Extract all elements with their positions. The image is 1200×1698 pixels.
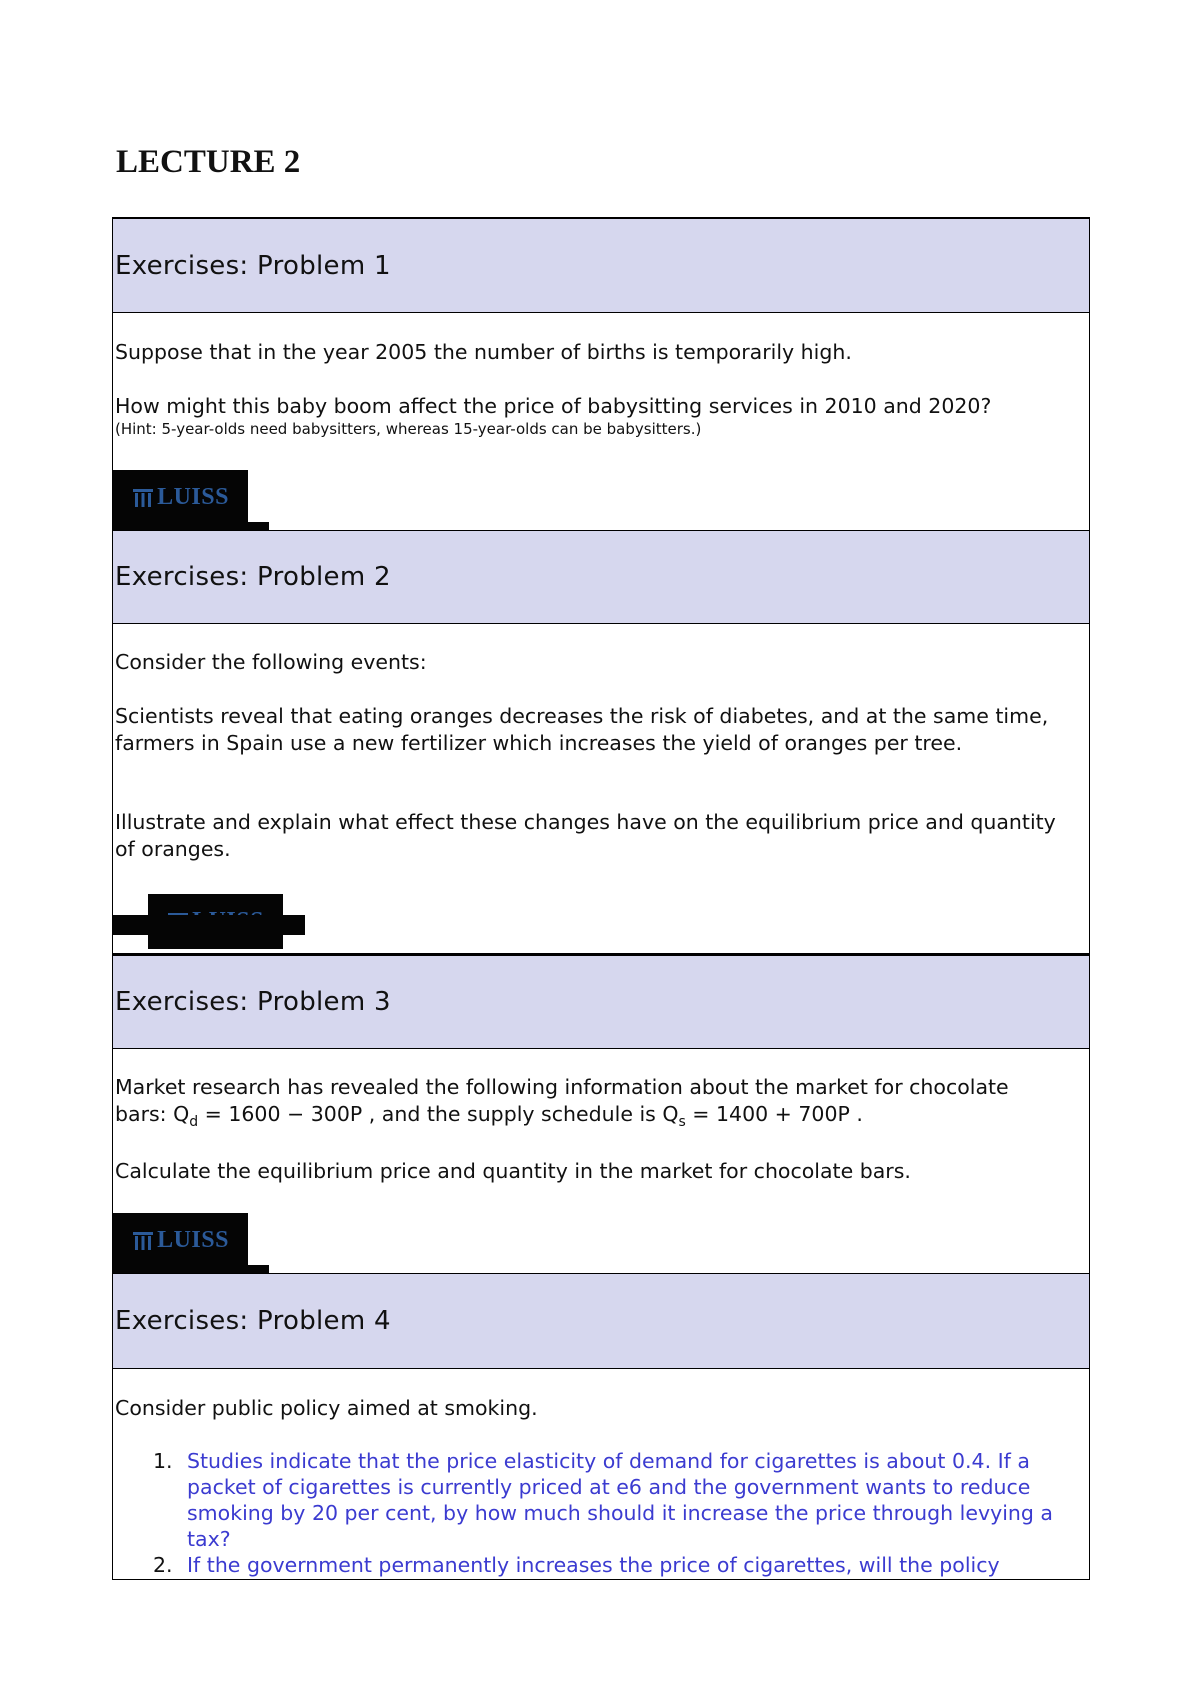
- luiss-logo: [113, 894, 305, 954]
- problem-3-heading: Exercises: Problem 3: [115, 987, 391, 1017]
- list-item-text: If the government permanently increases the price of cigarettes, will the policy: [187, 1553, 1000, 1577]
- problem-4-heading: Exercises: Problem 4: [115, 1306, 391, 1336]
- lecture-title: LECTURE 2: [116, 144, 301, 180]
- logo-text: LUISS: [157, 1227, 229, 1253]
- subscript-s: s: [678, 1113, 686, 1130]
- problem-1-paragraph-2: How might this baby boom affect the price of babysitting services in 2010 and 2020?: [115, 394, 992, 418]
- luiss-column-icon: [132, 488, 154, 508]
- subscript-d: d: [189, 1113, 199, 1130]
- list-item-number: 1.: [153, 1449, 173, 1473]
- problem-1-heading: Exercises: Problem 1: [115, 250, 391, 281]
- list-item-number: 2.: [153, 1553, 173, 1577]
- list-item: [113, 1552, 1089, 1578]
- problem-2-paragraph-1: Consider the following events:: [115, 650, 427, 674]
- logo-text: LUISS: [157, 484, 229, 510]
- demand-equation: = 1600 − 300P , and the supply schedule is Q: [198, 1101, 679, 1126]
- problem-4-intro: Consider public policy aimed at smoking.: [115, 1396, 538, 1420]
- problem-1-paragraph-1: Suppose that in the year 2005 the number of births is temporarily high.: [115, 340, 852, 364]
- problem-3-paragraph-1: Market research has revealed the following information about the market for chocolate bars: $Q_d = 1600 - 300P$ , and the supply schedule is $Q_s = 1400 + 700P$ .: [115, 1075, 1009, 1130]
- slides-frame: [112, 217, 1090, 1580]
- list-item-text: Studies indicate that the price elasticity of demand for cigarettes is about 0.4. If a packet of cigarettes is currently priced at e6 and the government wants to reduce smoking by 20 per cent, by how much should it increase the price through levying a tax?: [187, 1449, 1053, 1551]
- list-item: [113, 1448, 1089, 1552]
- luiss-logo: [113, 1213, 269, 1273]
- problem-2-heading: Exercises: Problem 2: [115, 562, 391, 592]
- problem-3-header: [113, 953, 1089, 1049]
- problem-2-paragraph-2: Scientists reveal that eating oranges decreases the risk of diabetes, and at the same time, farmers in Spain use a new fertilizer which increases the yield of oranges per tree.: [115, 704, 1049, 755]
- luiss-logo: [113, 470, 269, 530]
- problem-4-header: [113, 1273, 1089, 1369]
- problem-4-question-list: [113, 1448, 1089, 1578]
- luiss-column-icon: [132, 1231, 154, 1251]
- supply-equation: = 1400 + 700P .: [685, 1101, 863, 1126]
- problem-2-paragraph-3: Illustrate and explain what effect these changes have on the equilibrium price and quantity of oranges.: [115, 810, 1056, 861]
- problem-3-paragraph-2: Calculate the equilibrium price and quantity in the market for chocolate bars.: [115, 1159, 911, 1183]
- problem-1-hint: (Hint: 5-year-olds need babysitters, whereas 15-year-olds can be babysitters.): [115, 420, 702, 438]
- problem-2-header: [113, 530, 1089, 624]
- problem-1-header: [113, 218, 1089, 313]
